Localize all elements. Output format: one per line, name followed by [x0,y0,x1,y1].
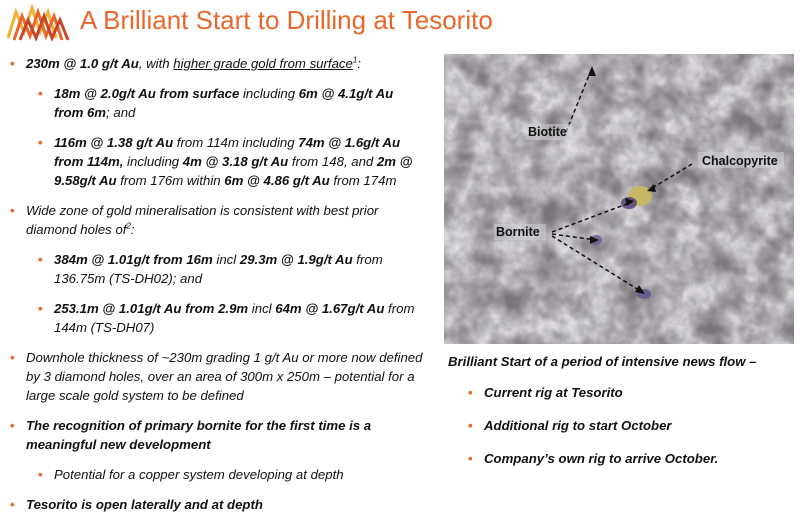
results-bullets [10,54,426,525]
label-biotite: Biotite [528,125,567,139]
label-bornite: Bornite [496,225,540,239]
news-item: • Current rig at Tesorito [468,383,794,402]
news-flow-panel [448,352,794,482]
news-item: • Additional rig to start October [468,416,794,435]
news-item: • Company’s own rig to arrive October. [468,449,794,468]
sub-bullet-copper-system: • Potential for a copper system developing at depth [38,465,426,484]
sub-bullet-surface-interval: • 18m @ 2.0g/t Au from surface including 6m @ 4.1g/t Au from 6m; and [38,84,426,122]
bullet-bornite-recognition: • The recognition of primary bornite for the first time is a meaningful new development [10,416,426,454]
slide-header [0,0,800,44]
core-sample-image [444,54,794,344]
sub-bullet-ts-dh02: • 384m @ 1.01g/t from 16m incl 29.3m @ 1.9g/t Au from 136.75m (TS-DH02); and [38,250,426,288]
label-chalcopyrite: Chalcopyrite [702,154,778,168]
bullet-headline-result: • 230m @ 1.0 g/t Au, with higher grade gold from surface$^1$: [10,54,426,73]
company-logo [6,2,74,42]
page-title: A Brilliant Start to Drilling at Tesorito [80,5,493,35]
bullet-downhole-thickness: • Downhole thickness of ~230m grading 1 g/t Au or more now defined by 3 diamond holes, over an area of 300m x 250m – potential for a large scale gold system to be defined [10,348,426,405]
sub-bullet-deep-interval: • 116m @ 1.38 g/t Au from 114m including 74m @ 1.6g/t Au from 114m, including 4m @ 3.18 g/t Au from 148, and 2m @ 9.58g/t Au from 176m within 6m @ 4.86 g/t Au from 174m [38,133,426,190]
core-sample-photo [444,54,794,344]
bullet-wide-zone: • Wide zone of gold mineralisation is consistent with best prior diamond holes $of^2$: [10,201,426,239]
news-flow-heading: Brilliant Start of a period of intensive news flow – [448,354,757,369]
sub-bullet-ts-dh07: • 253.1m @ 1.01g/t Au from 2.9m incl 64m @ 1.67g/t Au from 144m (TS-DH07) [38,299,426,337]
bullet-open-laterally: • Tesorito is open laterally and at depth [10,495,426,514]
